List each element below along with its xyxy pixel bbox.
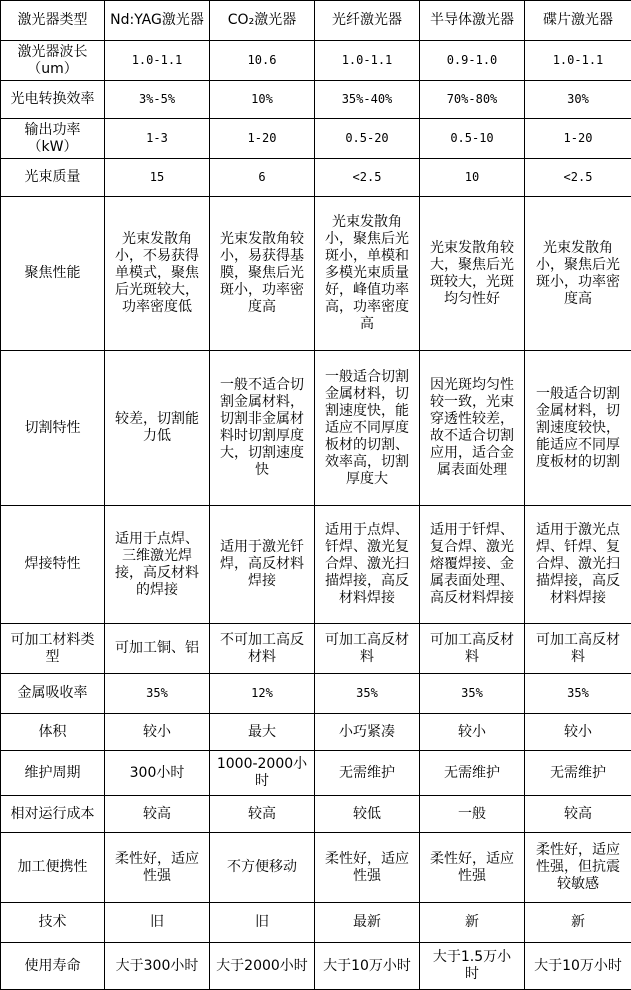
table-row bbox=[1, 674, 631, 714]
table-cell: 10.6 bbox=[210, 41, 315, 81]
table-cell: 可加工高反材 料 bbox=[420, 624, 525, 674]
table-row bbox=[1, 351, 631, 506]
table-cell: 大于1.5万小 时 bbox=[420, 943, 525, 990]
table-cell: 适用于钎焊、 复合焊、激光 熔覆焊接、金 属表面处理、 高反材料焊接 bbox=[420, 506, 525, 624]
row-label: 输出功率 （kW） bbox=[1, 119, 105, 159]
table-row bbox=[1, 624, 631, 674]
table-cell: 不方便移动 bbox=[210, 833, 315, 903]
table-cell: 最大 bbox=[210, 714, 315, 751]
table-cell: 较小 bbox=[105, 714, 210, 751]
row-label: 使用寿命 bbox=[1, 943, 105, 990]
table-cell: 1-3 bbox=[105, 119, 210, 159]
table-cell: 适用于激光点 焊、钎焊、复 合焊、激光扫 描焊接，高反 材料焊接 bbox=[525, 506, 631, 624]
row-label: 切割特性 bbox=[1, 351, 105, 506]
table-cell: 0.9-1.0 bbox=[420, 41, 525, 81]
table-cell: 1000-2000小 时 bbox=[210, 751, 315, 796]
table-cell: 柔性好，适应 性强，但抗震 较敏感 bbox=[525, 833, 631, 903]
table-row bbox=[1, 197, 631, 351]
table-cell: 70%-80% bbox=[420, 81, 525, 119]
table-cell: 光束发散角 小，不易获得 单模式，聚焦 后光斑较大， 功率密度低 bbox=[105, 197, 210, 351]
table-cell: 较高 bbox=[525, 796, 631, 833]
table-cell: 柔性好，适应 性强 bbox=[420, 833, 525, 903]
table-row bbox=[1, 506, 631, 624]
row-label: 加工便携性 bbox=[1, 833, 105, 903]
table-cell: 1-20 bbox=[210, 119, 315, 159]
table-cell: 6 bbox=[210, 159, 315, 197]
table-cell: 1-20 bbox=[525, 119, 631, 159]
table-cell: 旧 bbox=[210, 903, 315, 943]
table-cell: 1.0-1.1 bbox=[315, 41, 420, 81]
table-cell: 较差，切割能 力低 bbox=[105, 351, 210, 506]
table-cell: 可加工高反材 料 bbox=[315, 624, 420, 674]
table-cell: 光束发散角较 小，易获得基 膜，聚焦后光 斑小，功率密 度高 bbox=[210, 197, 315, 351]
table-cell: 3%-5% bbox=[105, 81, 210, 119]
table-cell: 35% bbox=[105, 674, 210, 714]
row-label: 激光器波长 （um） bbox=[1, 41, 105, 81]
header-cell-fiber: 光纤激光器 bbox=[315, 1, 420, 41]
table-cell: 不可加工高反 材料 bbox=[210, 624, 315, 674]
row-label: 金属吸收率 bbox=[1, 674, 105, 714]
table-cell: 旧 bbox=[105, 903, 210, 943]
table-row bbox=[1, 943, 631, 990]
row-label: 光束质量 bbox=[1, 159, 105, 197]
table-cell: 新 bbox=[525, 903, 631, 943]
header-cell-ndyag: Nd:YAG激光器 bbox=[105, 1, 210, 41]
table-row bbox=[1, 159, 631, 197]
header-cell-disk: 碟片激光器 bbox=[525, 1, 631, 41]
table-cell: 35% bbox=[420, 674, 525, 714]
table-cell: 大于10万小时 bbox=[525, 943, 631, 990]
row-label: 聚焦性能 bbox=[1, 197, 105, 351]
table-cell: 新 bbox=[420, 903, 525, 943]
table-cell: 1.0-1.1 bbox=[105, 41, 210, 81]
table-cell: 光束发散角 小，聚焦后光 斑小，单模和 多模光束质量 好，峰值功率 高，功率密度 高 bbox=[315, 197, 420, 351]
table-cell: 光束发散角较 大，聚焦后光 斑较大，光斑 均匀性好 bbox=[420, 197, 525, 351]
table-cell: 适用于激光钎 焊，高反材料 焊接 bbox=[210, 506, 315, 624]
table-cell: 35% bbox=[315, 674, 420, 714]
table-cell: 0.5-10 bbox=[420, 119, 525, 159]
table-cell: 无需维护 bbox=[525, 751, 631, 796]
row-label: 焊接特性 bbox=[1, 506, 105, 624]
table-cell: 大于2000小时 bbox=[210, 943, 315, 990]
table-cell: 光束发散角 小，聚焦后光 斑小，功率密 度高 bbox=[525, 197, 631, 351]
table-cell: 一般适合切割 金属材料，切 割速度快，能 适应不同厚度 板材的切割、 效率高，切割 厚度大 bbox=[315, 351, 420, 506]
table-cell: <2.5 bbox=[525, 159, 631, 197]
table-cell: 可加工高反材 料 bbox=[525, 624, 631, 674]
header-cell-type: 激光器类型 bbox=[1, 1, 105, 41]
table-cell: 可加工铜、铝 bbox=[105, 624, 210, 674]
table-cell: 无需维护 bbox=[315, 751, 420, 796]
table-cell: 300小时 bbox=[105, 751, 210, 796]
table-cell: <2.5 bbox=[315, 159, 420, 197]
table-cell: 适用于点焊、 三维激光焊 接，高反材料 的焊接 bbox=[105, 506, 210, 624]
table-cell: 35% bbox=[525, 674, 631, 714]
table-cell: 12% bbox=[210, 674, 315, 714]
table-cell: 一般 bbox=[420, 796, 525, 833]
table-row bbox=[1, 903, 631, 943]
table-row bbox=[1, 119, 631, 159]
table-cell: 15 bbox=[105, 159, 210, 197]
table-cell: 1.0-1.1 bbox=[525, 41, 631, 81]
table-cell: 无需维护 bbox=[420, 751, 525, 796]
table-cell: 一般适合切割 金属材料，切 割速度较快， 能适应不同厚 度板材的切割 bbox=[525, 351, 631, 506]
table-cell: 35%-40% bbox=[315, 81, 420, 119]
table-row bbox=[1, 796, 631, 833]
table-cell: 因光斑均匀性 较一致，光束 穿透性较差， 故不适合切割 应用，适合金 属表面处理 bbox=[420, 351, 525, 506]
row-label: 光电转换效率 bbox=[1, 81, 105, 119]
table-row bbox=[1, 833, 631, 903]
table-row bbox=[1, 41, 631, 81]
table-row bbox=[1, 751, 631, 796]
table-cell: 30% bbox=[525, 81, 631, 119]
table-cell: 柔性好，适应 性强 bbox=[105, 833, 210, 903]
table-cell: 较高 bbox=[210, 796, 315, 833]
table-cell: 适用于点焊、 钎焊、激光复 合焊、激光扫 描焊接，高反 材料焊接 bbox=[315, 506, 420, 624]
table-cell: 10 bbox=[420, 159, 525, 197]
header-cell-co2: CO₂激光器 bbox=[210, 1, 315, 41]
table-cell: 较小 bbox=[525, 714, 631, 751]
row-label: 体积 bbox=[1, 714, 105, 751]
table-cell: 小巧紧凑 bbox=[315, 714, 420, 751]
table-cell: 较高 bbox=[105, 796, 210, 833]
table-cell: 较小 bbox=[420, 714, 525, 751]
table-cell: 一般不适合切 割金属材料， 切割非金属材 料时切割厚度 大，切割速度 快 bbox=[210, 351, 315, 506]
table-row bbox=[1, 714, 631, 751]
row-label: 维护周期 bbox=[1, 751, 105, 796]
table-cell: 最新 bbox=[315, 903, 420, 943]
row-label: 相对运行成本 bbox=[1, 796, 105, 833]
row-label: 技术 bbox=[1, 903, 105, 943]
table-cell: 大于10万小时 bbox=[315, 943, 420, 990]
table-cell: 较低 bbox=[315, 796, 420, 833]
row-label: 可加工材料类 型 bbox=[1, 624, 105, 674]
table-cell: 10% bbox=[210, 81, 315, 119]
table-cell: 0.5-20 bbox=[315, 119, 420, 159]
table-cell: 柔性好，适应 性强 bbox=[315, 833, 420, 903]
table-row bbox=[1, 81, 631, 119]
header-row bbox=[1, 1, 631, 41]
header-cell-diode: 半导体激光器 bbox=[420, 1, 525, 41]
table-cell: 大于300小时 bbox=[105, 943, 210, 990]
